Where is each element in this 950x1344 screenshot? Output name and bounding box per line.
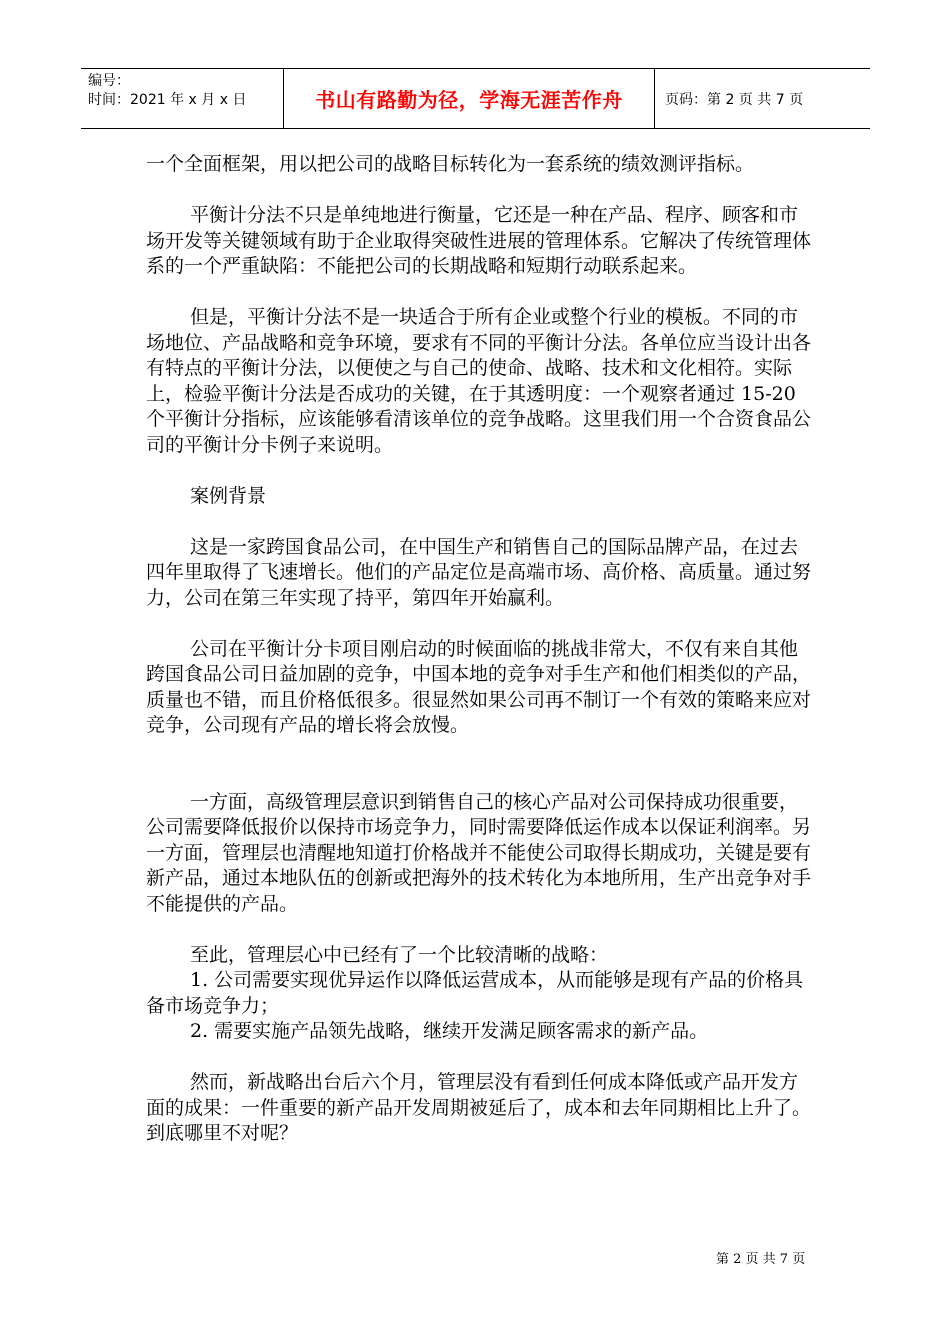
paragraph-gap [146, 611, 814, 637]
paragraph: 这是一家跨国食品公司，在中国生产和销售自己的国际品牌产品，在过去四年里取得了飞速增长。他们的产品定位是高端市场、高价格、高质量。通过努力，公司在第三年实现了持平，第四年开始赢利。 [146, 535, 812, 609]
paragraph-gap [146, 1045, 814, 1071]
paragraph-gap [146, 739, 814, 790]
paragraph: 但是，平衡计分法不是一块适合于所有企业或整个行业的模板。不同的市场地位、产品战略和竞争环境，要求有不同的平衡计分法。各单位应当设计出各有特点的平衡计分法，以便使之与自己的使命、战略、技术和文化相符。实际上，检验平衡计分法是否成功的关键，在于其透明度：一个观察者通过 15-20 个平衡计分指标，应该能够看清该单位的竞争战略。这里我们用一个合资食品公司的平衡计分卡例子来说明。 [146, 306, 812, 456]
document-number-label: 编号： [88, 73, 130, 89]
header-page-number: 页码：第 2 页 共 7 页 [665, 91, 804, 108]
header-page-cell [655, 69, 870, 128]
footer-page-number: 第 2 页 共 7 页 [716, 1252, 806, 1267]
paragraph-gap [146, 509, 814, 535]
section-heading: 案例背景 [190, 484, 267, 507]
paragraph: 公司在平衡计分卡项目刚启动的时候面临的挑战非常大，不仅有来自其他跨国食品公司日益加剧的竞争，中国本地的竞争对手生产和他们相类似的产品，质量也不错，而且价格低很多。很显然如果公司再不制订一个有效的策略来应对竞争，公司现有产品的增长将会放慢。 [146, 637, 812, 736]
document-body [146, 152, 814, 1147]
header-table [81, 68, 870, 129]
paragraph-gap [146, 280, 814, 306]
paragraph: 一方面，高级管理层意识到销售自己的核心产品对公司保持成功很重要，公司需要降低报价以保持市场竞争力，同时需要降低运作成本以保证利润率。另一方面，管理层也清醒地知道打价格战并不能使公司取得长期成功，关键是要有新产品，通过本地队伍的创新或把海外的技术转化为本地所用，生产出竞争对手不能提供的产品。 [146, 790, 812, 915]
paragraph: 一个全面框架，用以把公司的战略目标转化为一套系统的绩效测评指标。 [146, 153, 755, 175]
list-item: 2. 需要实施产品领先战略，继续开发满足顾客需求的新产品。 [190, 1020, 709, 1042]
motto-text: 书山有路勤为径，学海无涯苦作舟 [315, 88, 623, 112]
header-motto-cell [283, 69, 655, 128]
paragraph: 然而，新战略出台后六个月，管理层没有看到任何成本降低或产品开发方面的成果：一件重要的新产品开发周期被延后了，成本和去年同期相比上升了。到底哪里不对呢？ [146, 1071, 812, 1144]
document-date-label: 时间：2021 年 x 月 x 日 [88, 92, 247, 108]
paragraph: 平衡计分法不只是单纯地进行衡量，它还是一种在产品、程序、顾客和市场开发等关键领域有助于企业取得突破性进展的管理体系。它解决了传统管理体系的一个严重缺陷：不能把公司的长期战略和短期行动联系起来。 [146, 204, 812, 277]
paragraph-gap [146, 178, 814, 204]
paragraph-gap [146, 917, 814, 943]
header-info-cell [81, 69, 283, 128]
paragraph-gap [146, 458, 814, 484]
list-item: 1. 公司需要实现优异运作以降低运营成本，从而能够是现有产品的价格具备市场竞争力； [146, 969, 804, 1017]
paragraph: 至此，管理层心中已经有了一个比较清晰的战略： [190, 943, 609, 966]
